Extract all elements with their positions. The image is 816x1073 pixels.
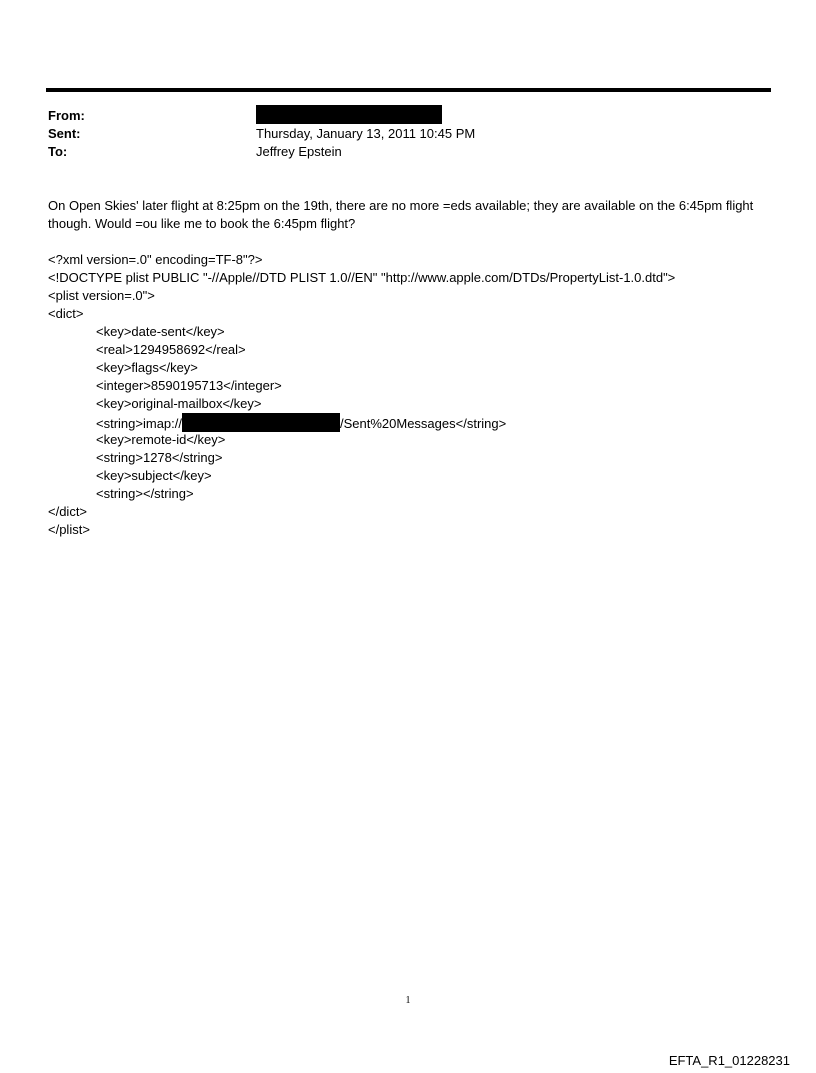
sent-value: Thursday, January 13, 2011 10:45 PM (256, 126, 476, 141)
sent-label: Sent: (48, 126, 81, 141)
key-flags: <key>flags</key> (96, 360, 198, 375)
dict-close: </dict> (48, 504, 88, 519)
plist-close: </plist> (48, 522, 90, 537)
from-label: From: (48, 108, 85, 123)
real-value: <real>1294958692</real> (96, 342, 246, 357)
to-label: To: (48, 144, 68, 159)
from-value-redacted (256, 105, 442, 124)
redaction-block (256, 105, 442, 124)
string-imap-line (48, 413, 675, 431)
integer-value: <integer>8590195713</integer> (96, 378, 282, 393)
string-remote-id: <string>1278</string> (96, 450, 223, 465)
dict-open: <dict> (48, 306, 84, 321)
string-subject: <string></string> (96, 486, 194, 501)
plist-open: <plist version=.0"> (48, 288, 155, 303)
xml-declaration: <?xml version=.0" encoding=TF-8"?> (48, 252, 263, 267)
document-id: EFTA_R1_01228231 (668, 1053, 790, 1068)
page-number: 1 (405, 995, 411, 1006)
header-rule (46, 88, 771, 92)
doctype-line: <!DOCTYPE plist PUBLIC "-//Apple//DTD PLIST 1.0//EN" "http://www.apple.com/DTDs/PropertyList-1.0.dtd"> (48, 270, 676, 285)
key-remote-id: <key>remote-id</key> (96, 432, 226, 447)
to-value: Jeffrey Epstein (256, 144, 342, 159)
redaction-block (182, 413, 340, 432)
xml-plist-block (48, 251, 675, 539)
imap-suffix: /Sent%20Messages</string> (340, 416, 507, 431)
imap-prefix: <string>imap:// (96, 416, 182, 431)
message-body: On Open Skies' later flight at 8:25pm on the 19th, there are no more =eds available; they are available on the 6:45pm flight though. Would =ou like me to book the 6:45pm flight? (48, 198, 754, 231)
key-date-sent: <key>date-sent</key> (96, 324, 225, 339)
key-subject: <key>subject</key> (96, 468, 212, 483)
key-original-mailbox: <key>original-mailbox</key> (96, 396, 262, 411)
